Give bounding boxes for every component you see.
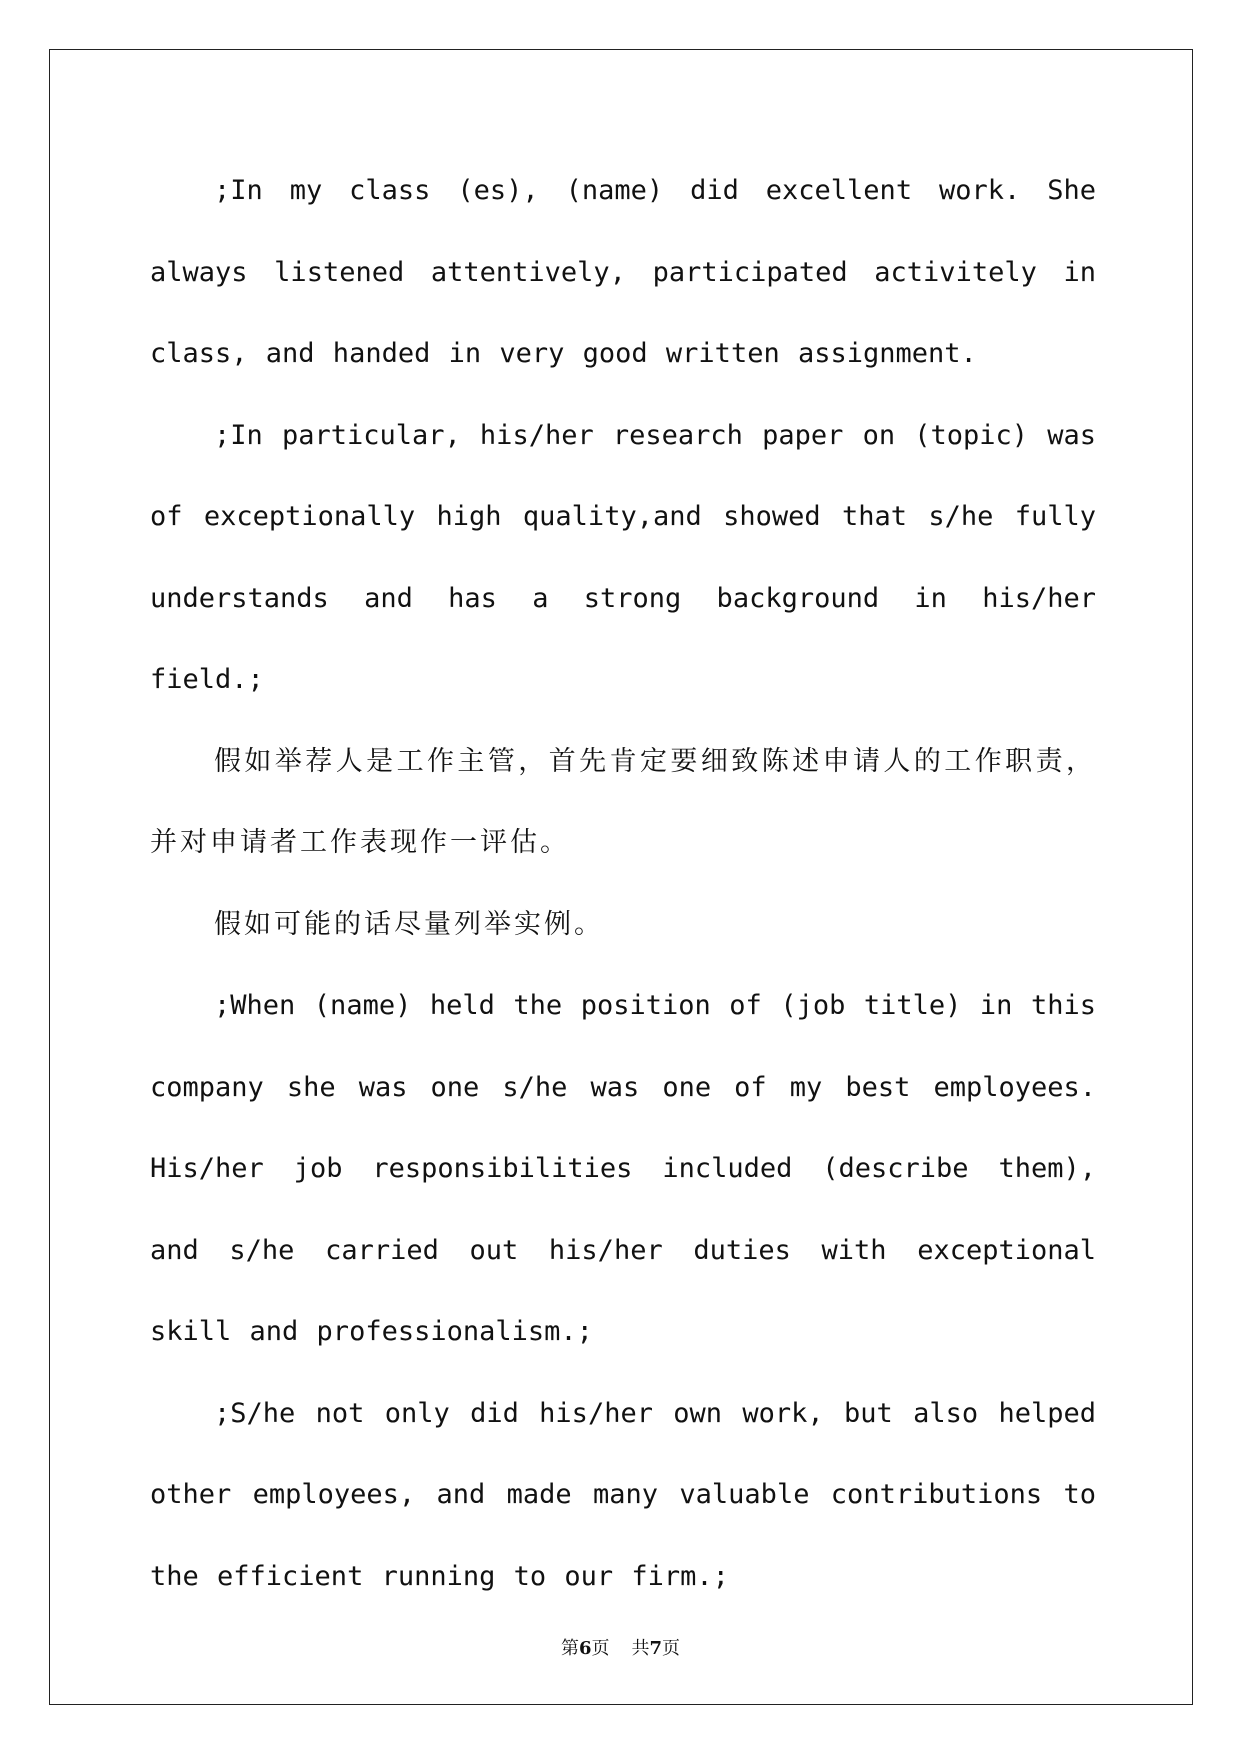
- total-pages: 7: [649, 1638, 663, 1659]
- paragraph-supervisor-guidance: 假如举荐人是工作主管，首先肯定要细致陈述申请人的工作职责，并对申请者工作表现作一评估。: [150, 745, 1096, 858]
- total-label-suffix: 页: [662, 1638, 681, 1659]
- paragraph-contributions: ;S/he not only did his/her own work, but also helped other employees, and made many valuable contributions to the efficient running to our firm.;: [150, 1397, 1096, 1592]
- page-footer: [0, 1634, 1241, 1660]
- paragraph-academic-performance: ;In my class (es), (name) did excellent work. She always listened attentively, participated activitely in class, and handed in very good written assignment.: [150, 175, 1096, 369]
- page-number: 6: [578, 1638, 592, 1659]
- paragraph-job-position: ;When (name) held the position of (job title) in this company she was one s/he was one of my best employees. His/her job responsibilities included (describe them), and s/he carried out his/her duties with exceptional skill and professionalism.;: [150, 990, 1096, 1347]
- paragraph-examples-guidance: 假如可能的话尽量列举实例。: [214, 908, 604, 940]
- page-label-suffix: 页: [591, 1638, 610, 1659]
- paragraph-research-paper: ;In particular, his/her research paper on (topic) was of exceptionally high quality,and showed that s/he fully understands and has a strong background in his/her field.;: [150, 419, 1096, 695]
- total-label-prefix: 共: [631, 1638, 650, 1659]
- page-label-prefix: 第: [560, 1638, 579, 1659]
- document-body: [150, 150, 1096, 1617]
